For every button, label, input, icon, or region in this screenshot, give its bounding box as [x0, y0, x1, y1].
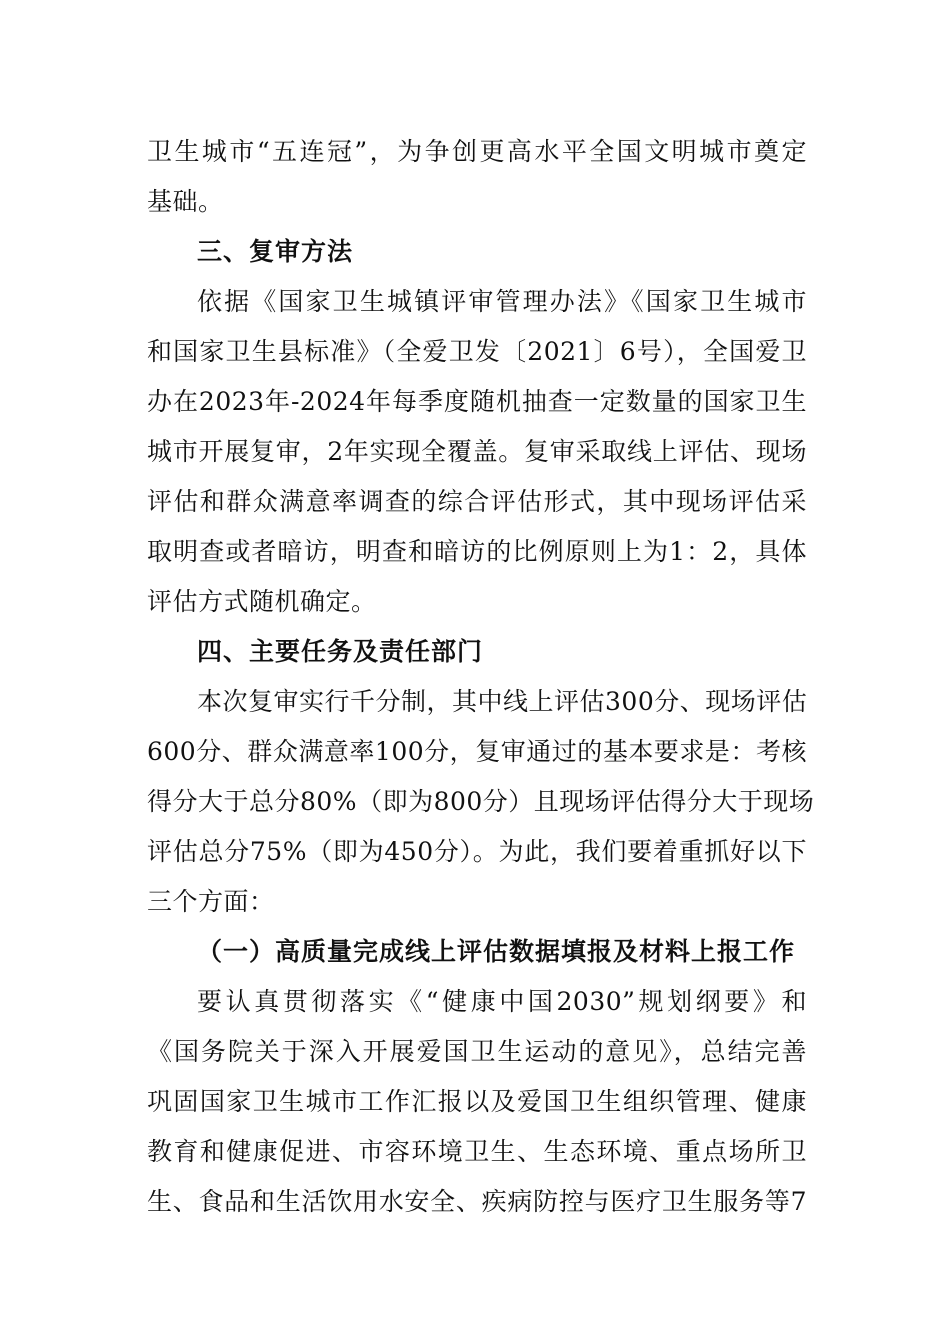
section-heading-3: 三、复审方法 [197, 237, 354, 266]
paragraph-line: 卫生城市“五连冠”，为争创更高水平全国文明城市奠定 [147, 137, 807, 166]
paragraph-line: 评估总分75%（即为450分）。为此，我们要着重抓好以下 [147, 837, 807, 866]
paragraph-line: 取明查或者暗访，明查和暗访的比例原则上为1：2，具体 [147, 537, 807, 566]
paragraph-line: 基础。 [147, 187, 224, 216]
paragraph-line: 巩固国家卫生城市工作汇报以及爱国卫生组织管理、健康 [147, 1087, 807, 1116]
subsection-heading-1: （一）高质量完成线上评估数据填报及材料上报工作 [197, 937, 796, 966]
paragraph-line: 得分大于总分80%（即为800分）且现场评估得分大于现场 [147, 787, 815, 816]
paragraph-line: 要认真贯彻落实《“健康中国2030”规划纲要》和 [197, 987, 807, 1016]
paragraph-line: 本次复审实行千分制，其中线上评估300分、现场评估 [197, 687, 808, 716]
paragraph-line: 三个方面： [147, 887, 275, 916]
paragraph-line: 办在2023年-2024年每季度随机抽查一定数量的国家卫生 [147, 387, 807, 416]
paragraph-line: 600分、群众满意率100分，复审通过的基本要求是：考核 [147, 737, 807, 766]
paragraph-line: 评估和群众满意率调查的综合评估形式，其中现场评估采 [147, 487, 807, 516]
paragraph-line: 《国务院关于深入开展爱国卫生运动的意见》，总结完善 [147, 1037, 807, 1066]
paragraph-line: 生、食品和生活饮用水安全、疾病防控与医疗卫生服务等7 [147, 1187, 807, 1216]
section-heading-4: 四、主要任务及责任部门 [197, 637, 484, 666]
paragraph-line: 城市开展复审，2年实现全覆盖。复审采取线上评估、现场 [147, 437, 807, 466]
paragraph-line: 教育和健康促进、市容环境卫生、生态环境、重点场所卫 [147, 1137, 807, 1166]
paragraph-line: 和国家卫生县标准》（全爱卫发〔2021〕6号），全国爱卫 [147, 337, 807, 366]
paragraph-line: 评估方式随机确定。 [147, 587, 377, 616]
paragraph-line: 依据《国家卫生城镇评审管理办法》《国家卫生城市 [197, 287, 807, 316]
